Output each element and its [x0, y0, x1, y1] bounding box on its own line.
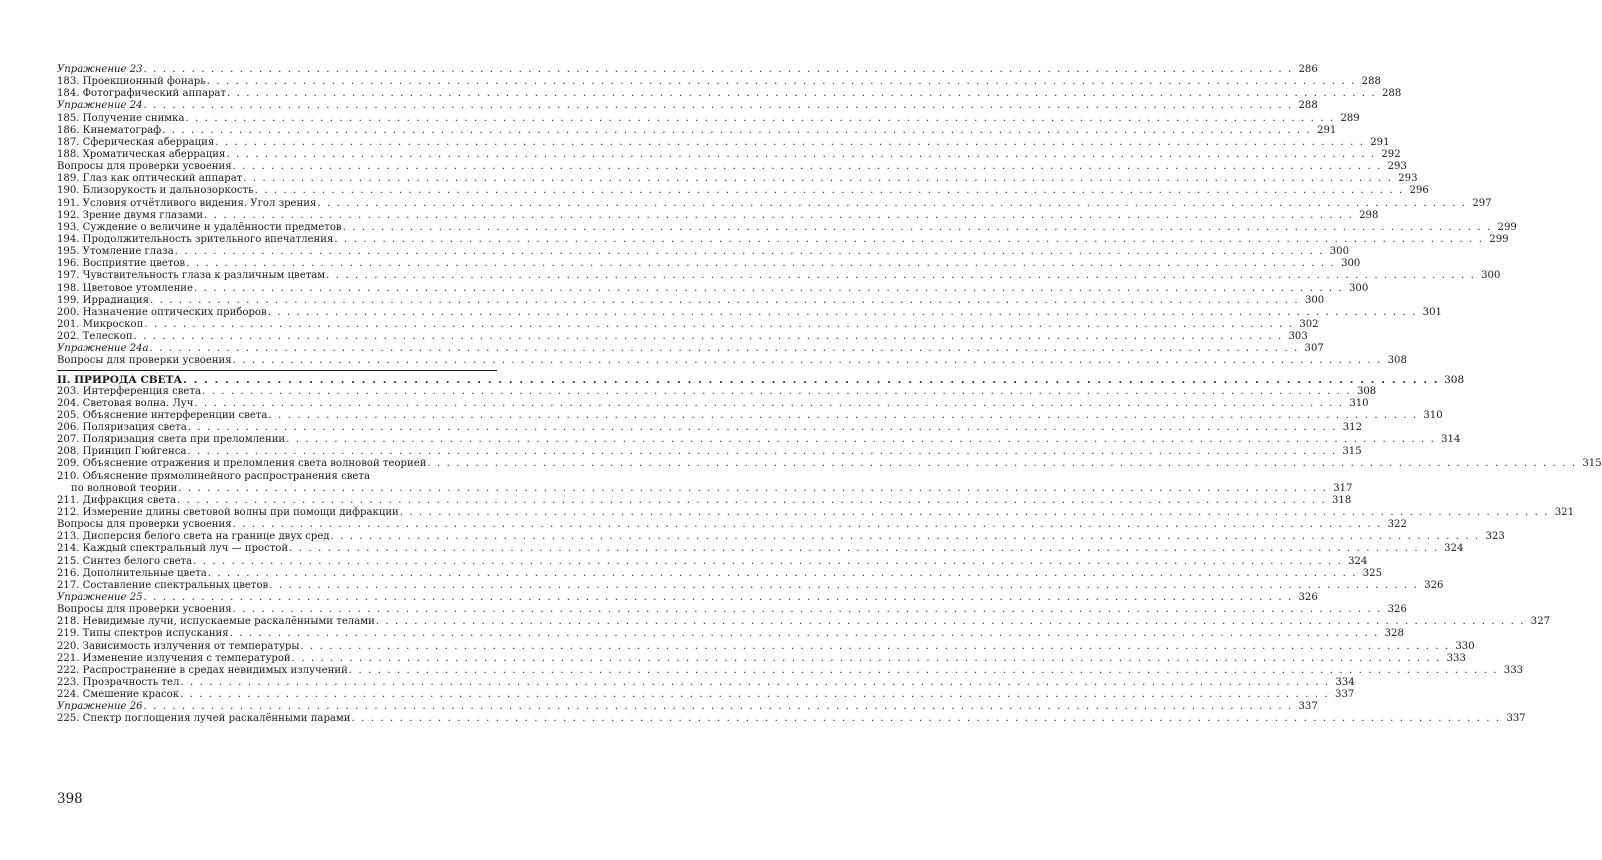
toc-entry-title: 221. Изменение излучения с температурой	[57, 652, 291, 664]
toc-entry	[57, 543, 1464, 555]
section-divider	[57, 370, 497, 371]
toc-entry-title: 189. Глаз как оптический аппарат	[57, 173, 243, 185]
toc-entry-title: 183. Проекционный фонарь	[57, 76, 206, 88]
toc-entry	[57, 664, 1524, 677]
dot-leader: . . . . . . . . . . . . . . . . . . . . . . . . . . . . . . . . . . . . . . . . . . . . . . . . . . . . . . . . . . . . . . . . . . . . . . . . . . . . . . . . . . . . . . . . . . . . . . . . . . . . . . . . . . . . . . . . . . . . . . . .	[427, 458, 1577, 470]
toc-entry-title: 198. Цветовое утомление	[57, 282, 194, 294]
dot-leader: . . . . . . . . . . . . . . . . . . . . . . . . . . . . . . . . . . . . . . . . . . . . . . . . . . . . . . . . . . . . . . . . . . . . . . . . . . . . . . . . . . . . . . . . . . . . . . . . . . . . . . . . . . . . . . . . . . . . . . . .	[206, 76, 1356, 88]
dot-leader: . . . . . . . . . . . . . . . . . . . . . . . . . . . . . . . . . . . . . . . . . . . . . . . . . . . . . . . . . . . . . . . . . . . . . . . . . . . . . . . . . . . . . . . . . . . . . . . . . . . . . . . . . . . . . . . . . . . . . . . .	[232, 604, 1382, 616]
toc-entry-page: 300	[1329, 246, 1349, 258]
dot-leader: . . . . . . . . . . . . . . . . . . . . . . . . . . . . . . . . . . . . . . . . . . . . . . . . . . . . . . . . . . . . . . . . . . . . . . . . . . . . . . . . . . . . . . . . . . . . . . . . . . . . . . . . . . . . . . . . . . . . . . . .	[133, 331, 1283, 343]
dot-leader: . . . . . . . . . . . . . . . . . . . . . . . . . . . . . . . . . . . . . . . . . . . . . . . . . . . . . . . . . . . . . . . . . . . . . . . . . . . . . . . . . . . . . . . . . . . . . . . . . . . . . . . . . . . . . . . . . . . . . . . .	[183, 373, 1440, 386]
toc-entry-page: 324	[1348, 555, 1368, 567]
toc-entry	[57, 409, 1443, 422]
toc-entry-title: Вопросы для проверки усвоения	[57, 355, 232, 367]
dot-leader: . . . . . . . . . . . . . . . . . . . . . . . . . . . . . . . . . . . . . . . . . . . . . . . . . . . . . . . . . . . . . . . . . . . . . . . . . . . . . . . . . . . . . . . . . . . . . . . . . . . . . . . . . . . . . . . . . . . . . . . .	[144, 318, 1294, 330]
toc-entry	[57, 197, 1492, 210]
toc-entry-title: 195. Утомление глаза	[57, 246, 174, 258]
toc-entry-page: 312	[1342, 422, 1362, 434]
toc-entry-page: 297	[1472, 197, 1492, 209]
toc-entry-title: Упражнение 25	[57, 592, 143, 604]
dot-leader: . . . . . . . . . . . . . . . . . . . . . . . . . . . . . . . . . . . . . . . . . . . . . . . . . . . . . . . . . . . . . . . . . . . . . . . . . . . . . . . . . . . . . . . . . . . . . . . . . . . . . . . . . . . . . . . . . . . . . . . .	[286, 434, 1436, 446]
dot-leader: . . . . . . . . . . . . . . . . . . . . . . . . . . . . . . . . . . . . . . . . . . . . . . . . . . . . . . . . . . . . . . . . . . . . . . . . . . . . . . . . . . . . . . . . . . . . . . . . . . . . . . . . . . . . . . . . . . . . . . . .	[375, 616, 1526, 628]
toc-entry-title: 210. Объяснение прямолинейного распространения света	[57, 470, 371, 482]
toc-entry-page: 330	[1455, 640, 1475, 652]
toc-entry	[57, 482, 1353, 495]
toc-entry-title: Упражнение 23	[57, 63, 143, 75]
toc-entry	[57, 88, 1402, 100]
toc-entry	[57, 63, 1318, 76]
page-number: 398	[57, 791, 83, 807]
toc-entry-page: 321	[1554, 507, 1575, 519]
toc-entry-page: 334	[1335, 677, 1355, 689]
toc-entry	[57, 471, 497, 483]
toc-entry-page: 289	[1340, 112, 1360, 124]
toc-entry-page: 308	[1387, 355, 1407, 367]
toc-group-optics	[57, 63, 1517, 368]
dot-leader: . . . . . . . . . . . . . . . . . . . . . . . . . . . . . . . . . . . . . . . . . . . . . . . . . . . . . . . . . . . . . . . . . . . . . . . . . . . . . . . . . . . . . . . . . . . . . . . . . . . . . . . . . . . . . . . . . . . . . . . .	[334, 233, 1484, 245]
toc-entry-title: 208. Принцип Гюйгенса	[57, 446, 187, 458]
dot-leader: . . . . . . . . . . . . . . . . . . . . . . . . . . . . . . . . . . . . . . . . . . . . . . . . . . . . . . . . . . . . . . . . . . . . . . . . . . . . . . . . . . . . . . . . . . . . . . . . . . . . . . . . . . . . . . . . . . . . . . . .	[348, 664, 1499, 676]
dot-leader: . . . . . . . . . . . . . . . . . . . . . . . . . . . . . . . . . . . . . . . . . . . . . . . . . . . . . . . . . . . . . . . . . . . . . . . . . . . . . . . . . . . . . . . . . . . . . . . . . . . . . . . . . . . . . . . . . . . . . . . .	[187, 422, 1337, 434]
toc-entry-page: 292	[1381, 148, 1401, 160]
toc-entry-page: 308	[1444, 373, 1465, 386]
dot-leader: . . . . . . . . . . . . . . . . . . . . . . . . . . . . . . . . . . . . . . . . . . . . . . . . . . . . . . . . . . . . . . . . . . . . . . . . . . . . . . . . . . . . . . . . . . . . . . . . . . . . . . . . . . . . . . . . . . . . . . . .	[326, 270, 1476, 282]
toc-entry-title: 213. Дисперсия белого света на границе двух сред	[57, 531, 330, 543]
toc-entry	[57, 422, 1362, 434]
dot-leader: . . . . . . . . . . . . . . . . . . . . . . . . . . . . . . . . . . . . . . . . . . . . . . . . . . . . . . . . . . . . . . . . . . . . . . . . . . . . . . . . . . . . . . . . . . . . . . . . . . . . . . . . . . . . . . . . . . . . . . . .	[185, 112, 1335, 124]
toc-entry-page: 300	[1481, 270, 1501, 282]
toc-entry	[57, 331, 1308, 343]
toc-entry-page: 324	[1444, 543, 1464, 555]
toc-entry	[57, 592, 1318, 604]
toc-entry-title: 219. Типы спектров испускания	[57, 628, 229, 640]
toc-entry-title: 205. Объяснение интерференции света	[57, 409, 268, 421]
toc-entry-title: 199. Иррадиация	[57, 294, 149, 306]
toc-entry	[57, 604, 1407, 616]
toc-entry-title: 212. Измерение длины световой волны при помощи дифракции	[57, 507, 399, 519]
dot-leader: . . . . . . . . . . . . . . . . . . . . . . . . . . . . . . . . . . . . . . . . . . . . . . . . . . . . . . . . . . . . . . . . . . . . . . . . . . . . . . . . . . . . . . . . . . . . . . . . . . . . . . . . . . . . . . . . . . . . . . . .	[399, 507, 1550, 519]
toc-entry-page: 326	[1298, 592, 1318, 604]
toc-entry-page: 310	[1423, 409, 1443, 421]
toc-entry-title: Вопросы для проверки усвоения	[57, 161, 232, 173]
toc-entry-title: 202. Телескоп	[57, 331, 133, 343]
toc-entry-title: 196. Восприятие цветов	[57, 258, 186, 270]
toc-entry-page: 337	[1506, 713, 1526, 725]
toc-entry-title: 222. Распространение в средах невидимых излучений	[57, 664, 348, 676]
toc-entry	[57, 397, 1369, 410]
toc-entry	[57, 434, 1461, 446]
dot-leader: . . . . . . . . . . . . . . . . . . . . . . . . . . . . . . . . . . . . . . . . . . . . . . . . . . . . . . . . . . . . . . . . . . . . . . . . . . . . . . . . . . . . . . . . . . . . . . . . . . . . . . . . . . . . . . . . . . . . . . . .	[267, 306, 1417, 318]
toc-entry-title: 224. Смешение красок	[57, 689, 180, 701]
toc-entry-title: 185. Получение снимка	[57, 112, 185, 124]
toc-entry-page: 299	[1489, 233, 1509, 245]
dot-leader: . . . . . . . . . . . . . . . . . . . . . . . . . . . . . . . . . . . . . . . . . . . . . . . . . . . . . . . . . . . . . . . . . . . . . . . . . . . . . . . . . . . . . . . . . . . . . . . . . . . . . . . . . . . . . . . . . . . . . . . .	[330, 531, 1480, 543]
toc-entry-title: 200. Назначение оптических приборов	[57, 306, 267, 318]
dot-leader: . . . . . . . . . . . . . . . . . . . . . . . . . . . . . . . . . . . . . . . . . . . . . . . . . . . . . . . . . . . . . . . . . . . . . . . . . . . . . . . . . . . . . . . . . . . . . . . . . . . . . . . . . . . . . . . . . . . . . . . .	[227, 88, 1377, 100]
toc-entry-page: 288	[1361, 76, 1381, 88]
toc-entry-title: 218. Невидимые лучи, испускаемые раскалёнными телами	[57, 616, 375, 628]
toc-entry-page: 333	[1503, 664, 1524, 676]
toc-entry-page: 317	[1333, 482, 1353, 494]
toc-group-nature-of-light	[57, 373, 1602, 726]
toc-entry-title: 187. Сферическая аберрация	[57, 136, 215, 148]
toc-entry	[57, 385, 1377, 398]
dot-leader: . . . . . . . . . . . . . . . . . . . . . . . . . . . . . . . . . . . . . . . . . . . . . . . . . . . . . . . . . . . . . . . . . . . . . . . . . . . . . . . . . . . . . . . . . . . . . . . . . . . . . . . . . . . . . . . . . . . . . . . .	[317, 197, 1467, 209]
toc-entry-title: 192. Зрение двумя глазами	[57, 209, 204, 221]
toc-entry-page: 322	[1387, 519, 1407, 531]
toc-entry	[57, 246, 1349, 258]
dot-leader: . . . . . . . . . . . . . . . . . . . . . . . . . . . . . . . . . . . . . . . . . . . . . . . . . . . . . . . . . . . . . . . . . . . . . . . . . . . . . . . . . . . . . . . . . . . . . . . . . . . . . . . . . . . . . . . . . . . . . . . .	[232, 519, 1382, 531]
toc-entry-title: Упражнение 24а	[57, 343, 149, 355]
toc-entry-title: 211. Дифракция света	[57, 494, 177, 506]
toc-entry-title: 186. Кинематограф	[57, 124, 162, 136]
toc-entry-title: 214. Каждый спектральный луч — простой	[57, 543, 289, 555]
toc-entry	[57, 270, 1501, 282]
dot-leader: . . . . . . . . . . . . . . . . . . . . . . . . . . . . . . . . . . . . . . . . . . . . . . . . . . . . . . . . . . . . . . . . . . . . . . . . . . . . . . . . . . . . . . . . . . . . . . . . . . . . . . . . . . . . . . . . . . . . . . . .	[194, 282, 1344, 294]
toc-entry	[57, 173, 1418, 185]
toc-entry-page: 328	[1384, 628, 1404, 640]
toc-entry-page: 315	[1582, 458, 1602, 470]
dot-leader: . . . . . . . . . . . . . . . . . . . . . . . . . . . . . . . . . . . . . . . . . . . . . . . . . . . . . . . . . . . . . . . . . . . . . . . . . . . . . . . . . . . . . . . . . . . . . . . . . . . . . . . . . . . . . . . . . . . . . . . .	[162, 124, 1312, 136]
toc-entry-title: 217. Составление спектральных цветов	[57, 579, 269, 591]
toc-entry-page: 293	[1398, 173, 1418, 185]
toc-entry	[57, 531, 1505, 543]
dot-leader: . . . . . . . . . . . . . . . . . . . . . . . . . . . . . . . . . . . . . . . . . . . . . . . . . . . . . . . . . . . . . . . . . . . . . . . . . . . . . . . . . . . . . . . . . . . . . . . . . . . . . . . . . . . . . . . . . . . . . . . .	[289, 543, 1439, 555]
dot-leader: . . . . . . . . . . . . . . . . . . . . . . . . . . . . . . . . . . . . . . . . . . . . . . . . . . . . . . . . . . . . . . . . . . . . . . . . . . . . . . . . . . . . . . . . . . . . . . . . . . . . . . . . . . . . . . . . . . . . . . . .	[194, 397, 1344, 409]
toc-entry-title: Упражнение 26	[57, 701, 143, 713]
dot-leader: . . . . . . . . . . . . . . . . . . . . . . . . . . . . . . . . . . . . . . . . . . . . . . . . . . . . . . . . . . . . . . . . . . . . . . . . . . . . . . . . . . . . . . . . . . . . . . . . . . . . . . . . . . . . . . . . . . . . . . . .	[201, 385, 1352, 397]
dot-leader: . . . . . . . . . . . . . . . . . . . . . . . . . . . . . . . . . . . . . . . . . . . . . . . . . . . . . . . . . . . . . . . . . . . . . . . . . . . . . . . . . . . . . . . . . . . . . . . . . . . . . . . . . . . . . . . . . . . . . . . .	[193, 555, 1343, 567]
dot-leader: . . . . . . . . . . . . . . . . . . . . . . . . . . . . . . . . . . . . . . . . . . . . . . . . . . . . . . . . . . . . . . . . . . . . . . . . . . . . . . . . . . . . . . . . . . . . . . . . . . . . . . . . . . . . . . . . . . . . . . . .	[207, 567, 1358, 579]
toc-entry	[57, 677, 1355, 689]
dot-leader: . . . . . . . . . . . . . . . . . . . . . . . . . . . . . . . . . . . . . . . . . . . . . . . . . . . . . . . . . . . . . . . . . . . . . . . . . . . . . . . . . . . . . . . . . . . . . . . . . . . . . . . . . . . . . . . . . . . . . . . .	[232, 355, 1382, 367]
toc-entry	[57, 652, 1466, 665]
toc-entry-title: 204. Световая волна. Луч	[57, 397, 194, 409]
toc-entry-title: 223. Прозрачность тел	[57, 677, 180, 689]
toc-entry	[57, 306, 1442, 319]
toc-entry	[57, 148, 1401, 161]
dot-leader: . . . . . . . . . . . . . . . . . . . . . . . . . . . . . . . . . . . . . . . . . . . . . . . . . . . . . . . . . . . . . . . . . . . . . . . . . . . . . . . . . . . . . . . . . . . . . . . . . . . . . . . . . . . . . . . . . . . . . . . .	[226, 148, 1376, 160]
dot-leader: . . . . . . . . . . . . . . . . . . . . . . . . . . . . . . . . . . . . . . . . . . . . . . . . . . . . . . . . . . . . . . . . . . . . . . . . . . . . . . . . . . . . . . . . . . . . . . . . . . . . . . . . . . . . . . . . . . . . . . . .	[229, 628, 1379, 640]
table-of-contents	[57, 63, 1602, 726]
dot-leader: . . . . . . . . . . . . . . . . . . . . . . . . . . . . . . . . . . . . . . . . . . . . . . . . . . . . . . . . . . . . . . . . . . . . . . . . . . . . . . . . . . . . . . . . . . . . . . . . . . . . . . . . . . . . . . . . . . . . . . . .	[291, 652, 1441, 664]
toc-entry	[57, 221, 1517, 234]
toc-entry-page: 303	[1288, 331, 1308, 343]
toc-entry	[57, 209, 1379, 222]
toc-entry	[57, 185, 1429, 197]
dot-leader: . . . . . . . . . . . . . . . . . . . . . . . . . . . . . . . . . . . . . . . . . . . . . . . . . . . . . . . . . . . . . . . . . . . . . . . . . . . . . . . . . . . . . . . . . . . . . . . . . . . . . . . . . . . . . . . . . . . . . . . .	[351, 713, 1501, 725]
toc-entry	[57, 507, 1575, 519]
toc-entry-page: 327	[1530, 616, 1551, 628]
toc-entry	[57, 355, 1407, 367]
toc-entry	[57, 233, 1509, 246]
toc-entry	[57, 136, 1390, 149]
toc-entry-page: 314	[1441, 434, 1461, 446]
toc-entry-title: по волновой теории	[71, 482, 178, 494]
toc-entry	[57, 458, 1602, 471]
toc-entry	[57, 343, 1324, 355]
toc-entry-page: 310	[1349, 397, 1369, 409]
toc-entry	[57, 689, 1355, 701]
dot-leader: . . . . . . . . . . . . . . . . . . . . . . . . . . . . . . . . . . . . . . . . . . . . . . . . . . . . . . . . . . . . . . . . . . . . . . . . . . . . . . . . . . . . . . . . . . . . . . . . . . . . . . . . . . . . . . . . . . . . . . . .	[254, 185, 1404, 197]
dot-leader: . . . . . . . . . . . . . . . . . . . . . . . . . . . . . . . . . . . . . . . . . . . . . . . . . . . . . . . . . . . . . . . . . . . . . . . . . . . . . . . . . . . . . . . . . . . . . . . . . . . . . . . . . . . . . . . . . . . . . . . .	[180, 677, 1330, 689]
toc-entry-title: 197. Чувствительность глаза к различным цветам	[57, 270, 326, 282]
dot-leader: . . . . . . . . . . . . . . . . . . . . . . . . . . . . . . . . . . . . . . . . . . . . . . . . . . . . . . . . . . . . . . . . . . . . . . . . . . . . . . . . . . . . . . . . . . . . . . . . . . . . . . . . . . . . . . . . . . . . . . . .	[149, 294, 1300, 306]
toc-entry	[57, 76, 1381, 88]
toc-entry-page: 296	[1409, 185, 1429, 197]
toc-entry-page: 307	[1304, 343, 1324, 355]
dot-leader: . . . . . . . . . . . . . . . . . . . . . . . . . . . . . . . . . . . . . . . . . . . . . . . . . . . . . . . . . . . . . . . . . . . . . . . . . . . . . . . . . . . . . . . . . . . . . . . . . . . . . . . . . . . . . . . . . . . . . . . .	[204, 209, 1354, 221]
dot-leader: . . . . . . . . . . . . . . . . . . . . . . . . . . . . . . . . . . . . . . . . . . . . . . . . . . . . . . . . . . . . . . . . . . . . . . . . . . . . . . . . . . . . . . . . . . . . . . . . . . . . . . . . . . . . . . . . . . . . . . . .	[342, 221, 1492, 233]
toc-entry	[57, 112, 1360, 125]
toc-entry-page: 291	[1370, 136, 1390, 148]
toc-entry-title: 203. Интерференция света	[57, 385, 201, 397]
toc-entry-title: 225. Спектр поглощения лучей раскалёнными парами	[57, 713, 351, 725]
dot-leader: . . . . . . . . . . . . . . . . . . . . . . . . . . . . . . . . . . . . . . . . . . . . . . . . . . . . . . . . . . . . . . . . . . . . . . . . . . . . . . . . . . . . . . . . . . . . . . . . . . . . . . . . . . . . . . . . . . . . . . . .	[174, 246, 1324, 258]
toc-entry-page: 326	[1387, 604, 1407, 616]
dot-leader: . . . . . . . . . . . . . . . . . . . . . . . . . . . . . . . . . . . . . . . . . . . . . . . . . . . . . . . . . . . . . . . . . . . . . . . . . . . . . . . . . . . . . . . . . . . . . . . . . . . . . . . . . . . . . . . . . . . . . . . .	[215, 136, 1365, 148]
dot-leader: . . . . . . . . . . . . . . . . . . . . . . . . . . . . . . . . . . . . . . . . . . . . . . . . . . . . . . . . . . . . . . . . . . . . . . . . . . . . . . . . . . . . . . . . . . . . . . . . . . . . . . . . . . . . . . . . . . . . . . . .	[186, 258, 1336, 270]
toc-entry-page: 302	[1299, 318, 1319, 330]
toc-entry-page: 318	[1331, 494, 1352, 506]
dot-leader: . . . . . . . . . . . . . . . . . . . . . . . . . . . . . . . . . . . . . . . . . . . . . . . . . . . . . . . . . . . . . . . . . . . . . . . . . . . . . . . . . . . . . . . . . . . . . . . . . . . . . . . . . . . . . . . . . . . . . . . .	[149, 343, 1299, 355]
dot-leader: . . . . . . . . . . . . . . . . . . . . . . . . . . . . . . . . . . . . . . . . . . . . . . . . . . . . . . . . . . . . . . . . . . . . . . . . . . . . . . . . . . . . . . . . . . . . . . . . . . . . . . . . . . . . . . . . . . . . . . . .	[180, 689, 1330, 701]
toc-entry-title: 216. Дополнительные цвета	[57, 567, 207, 579]
toc-entry-page: 299	[1497, 221, 1517, 233]
toc-entry-page: 291	[1317, 124, 1337, 136]
toc-entry	[57, 100, 1318, 112]
toc-entry	[57, 640, 1475, 653]
toc-entry-page: 286	[1298, 63, 1318, 75]
dot-leader: . . . . . . . . . . . . . . . . . . . . . . . . . . . . . . . . . . . . . . . . . . . . . . . . . . . . . . . . . . . . . . . . . . . . . . . . . . . . . . . . . . . . . . . . . . . . . . . . . . . . . . . . . . . . . . . . . . . . . . . .	[243, 173, 1393, 185]
toc-entry-page: 293	[1387, 161, 1407, 173]
toc-entry-title: 209. Объяснение отражения и преломления света волновой теорией	[57, 458, 427, 470]
toc-entry-page: 323	[1485, 531, 1505, 543]
toc-entry-page: 288	[1381, 88, 1402, 100]
toc-entry	[57, 519, 1407, 531]
toc-entry	[57, 628, 1404, 640]
toc-entry	[57, 258, 1361, 270]
dot-leader: . . . . . . . . . . . . . . . . . . . . . . . . . . . . . . . . . . . . . . . . . . . . . . . . . . . . . . . . . . . . . . . . . . . . . . . . . . . . . . . . . . . . . . . . . . . . . . . . . . . . . . . . . . . . . . . . . . . . . . . .	[178, 482, 1328, 494]
dot-leader: . . . . . . . . . . . . . . . . . . . . . . . . . . . . . . . . . . . . . . . . . . . . . . . . . . . . . . . . . . . . . . . . . . . . . . . . . . . . . . . . . . . . . . . . . . . . . . . . . . . . . . . . . . . . . . . . . . . . . . . .	[269, 579, 1419, 591]
toc-entry	[57, 294, 1325, 307]
dot-leader: . . . . . . . . . . . . . . . . . . . . . . . . . . . . . . . . . . . . . . . . . . . . . . . . . . . . . . . . . . . . . . . . . . . . . . . . . . . . . . . . . . . . . . . . . . . . . . . . . . . . . . . . . . . . . . . . . . . . . . . .	[268, 409, 1418, 421]
toc-entry	[57, 446, 1362, 458]
toc-entry	[57, 616, 1551, 628]
dot-leader: . . . . . . . . . . . . . . . . . . . . . . . . . . . . . . . . . . . . . . . . . . . . . . . . . . . . . . . . . . . . . . . . . . . . . . . . . . . . . . . . . . . . . . . . . . . . . . . . . . . . . . . . . . . . . . . . . . . . . . . .	[232, 161, 1382, 173]
toc-entry-title: 191. Условия отчётливого видения. Угол зрения	[57, 197, 317, 209]
dot-leader: . . . . . . . . . . . . . . . . . . . . . . . . . . . . . . . . . . . . . . . . . . . . . . . . . . . . . . . . . . . . . . . . . . . . . . . . . . . . . . . . . . . . . . . . . . . . . . . . . . . . . . . . . . . . . . . . . . . . . . . .	[143, 63, 1293, 75]
toc-entry-title: 215. Синтез белого света	[57, 555, 193, 567]
toc-entry-page: 325	[1362, 567, 1383, 579]
toc-entry-page: 288	[1298, 100, 1318, 112]
toc-entry-title: Вопросы для проверки усвоения	[57, 519, 232, 531]
toc-entry-page: 298	[1359, 209, 1379, 221]
dot-leader: . . . . . . . . . . . . . . . . . . . . . . . . . . . . . . . . . . . . . . . . . . . . . . . . . . . . . . . . . . . . . . . . . . . . . . . . . . . . . . . . . . . . . . . . . . . . . . . . . . . . . . . . . . . . . . . . . . . . . . . .	[300, 640, 1450, 652]
dot-leader: . . . . . . . . . . . . . . . . . . . . . . . . . . . . . . . . . . . . . . . . . . . . . . . . . . . . . . . . . . . . . . . . . . . . . . . . . . . . . . . . . . . . . . . . . . . . . . . . . . . . . . . . . . . . . . . . . . . . . . . .	[177, 494, 1327, 506]
toc-entry-page: 315	[1342, 446, 1362, 458]
toc-entry	[57, 124, 1337, 137]
toc-entry	[57, 555, 1368, 568]
dot-leader: . . . . . . . . . . . . . . . . . . . . . . . . . . . . . . . . . . . . . . . . . . . . . . . . . . . . . . . . . . . . . . . . . . . . . . . . . . . . . . . . . . . . . . . . . . . . . . . . . . . . . . . . . . . . . . . . . . . . . . . .	[187, 446, 1337, 458]
toc-entry-title: Упражнение 24	[57, 100, 143, 112]
toc-entry-title: 207. Поляризация света при преломлении	[57, 434, 286, 446]
toc-entry-title: 184. Фотографический аппарат	[57, 88, 227, 100]
toc-entry	[57, 701, 1318, 713]
toc-entry	[57, 579, 1444, 592]
toc-entry-title: 206. Поляризация света	[57, 422, 187, 434]
toc-entry-title: 220. Зависимость излучения от температуры	[57, 640, 300, 652]
toc-entry-page: 308	[1356, 385, 1377, 397]
toc-entry-title: 190. Близорукость и дальнозоркость	[57, 185, 254, 197]
toc-entry-title: Вопросы для проверки усвоения	[57, 604, 232, 616]
toc-entry-page: 333	[1446, 652, 1466, 664]
toc-entry-page: 326	[1424, 579, 1444, 591]
toc-entry-title: II. ПРИРОДА СВЕТА	[57, 373, 183, 386]
toc-entry-page: 300	[1348, 282, 1369, 294]
toc-entry	[57, 161, 1407, 173]
dot-leader: . . . . . . . . . . . . . . . . . . . . . . . . . . . . . . . . . . . . . . . . . . . . . . . . . . . . . . . . . . . . . . . . . . . . . . . . . . . . . . . . . . . . . . . . . . . . . . . . . . . . . . . . . . . . . . . . . . . . . . . .	[143, 592, 1293, 604]
toc-entry-title: 188. Хроматическая аберрация	[57, 148, 226, 160]
toc-entry	[57, 494, 1352, 507]
toc-entry	[57, 567, 1383, 580]
toc-entry-page: 300	[1304, 294, 1325, 306]
toc-entry-page: 300	[1341, 258, 1361, 270]
toc-entry-title: 201. Микроскоп	[57, 318, 144, 330]
toc-entry-page: 301	[1422, 306, 1442, 318]
toc-entry	[57, 282, 1369, 295]
dot-leader: . . . . . . . . . . . . . . . . . . . . . . . . . . . . . . . . . . . . . . . . . . . . . . . . . . . . . . . . . . . . . . . . . . . . . . . . . . . . . . . . . . . . . . . . . . . . . . . . . . . . . . . . . . . . . . . . . . . . . . . .	[143, 701, 1293, 713]
toc-entry	[57, 318, 1319, 331]
toc-entry-title: 193. Суждение о величине и удалённости предметов	[57, 221, 342, 233]
toc-entry-page: 337	[1298, 701, 1318, 713]
toc-entry	[57, 713, 1526, 725]
toc-entry	[57, 373, 1465, 386]
toc-entry-page: 337	[1335, 689, 1355, 701]
toc-entry-title: 194. Продолжительность зрительного впечатления	[57, 233, 334, 245]
dot-leader: . . . . . . . . . . . . . . . . . . . . . . . . . . . . . . . . . . . . . . . . . . . . . . . . . . . . . . . . . . . . . . . . . . . . . . . . . . . . . . . . . . . . . . . . . . . . . . . . . . . . . . . . . . . . . . . . . . . . . . . .	[143, 100, 1293, 112]
